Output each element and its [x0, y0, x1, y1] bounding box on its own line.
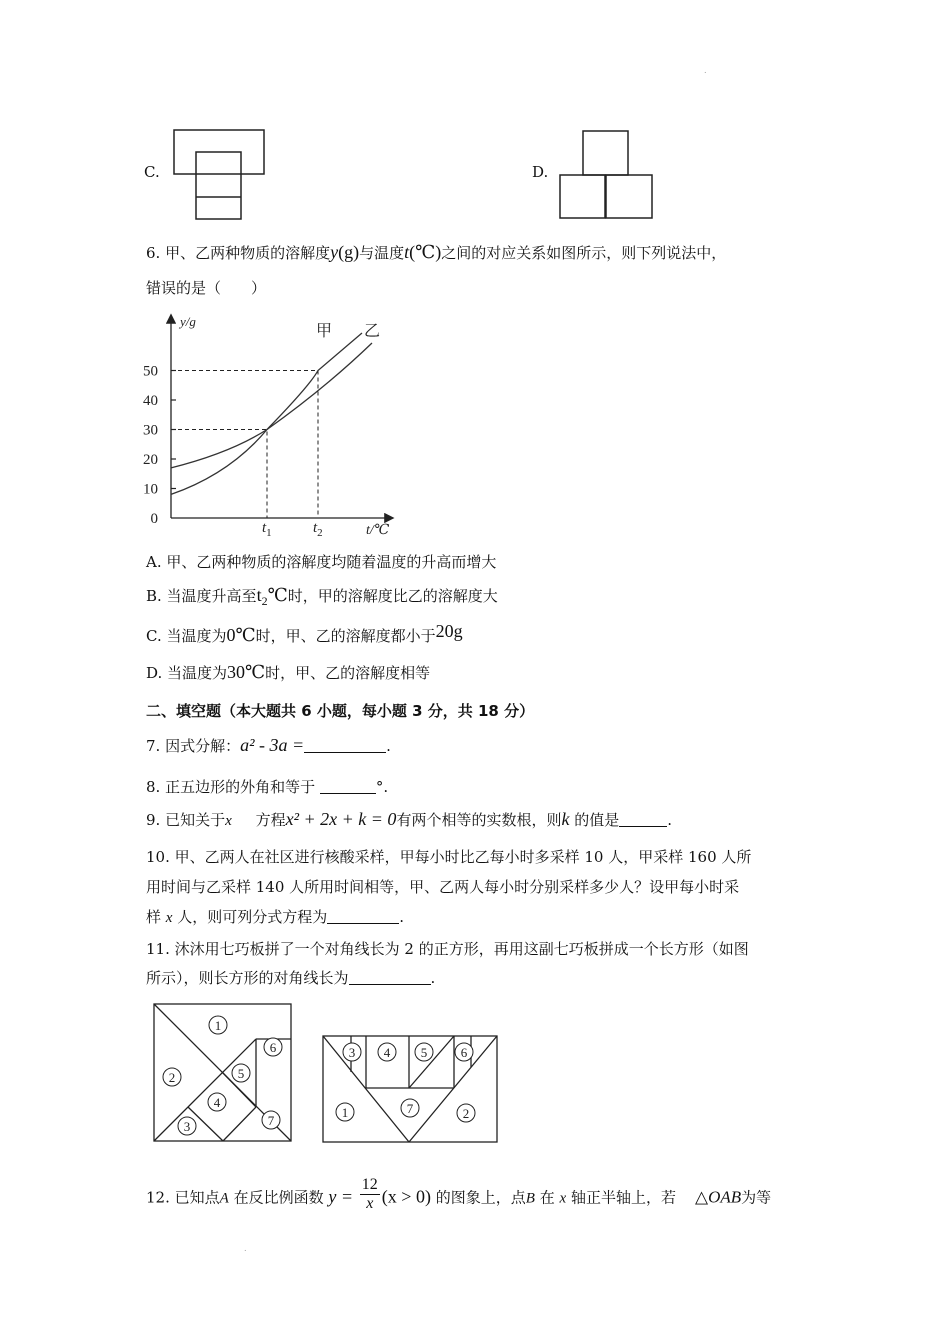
x-tick-label: $t_1$ [262, 520, 272, 539]
piece-number: 1 [341, 1105, 349, 1120]
y-tick-label: 30 [143, 422, 158, 439]
q6-option-d: D. 当温度为30℃时，甲、乙的溶解度相等 [146, 662, 431, 682]
piece-number: 7 [267, 1113, 275, 1128]
section-2-title: 二、填空题（本大题共 6 小题，每小题 3 分，共 18 分） [146, 702, 535, 720]
series-yi-line [171, 343, 372, 468]
tangram-square [152, 1002, 294, 1144]
option-c-label: C. [144, 163, 160, 181]
q12-fraction: $\frac{12}{x}$ [361, 1176, 378, 1212]
page-mark-bottom: . [244, 1244, 247, 1253]
y-tick-label: 20 [143, 452, 158, 468]
q6-option-b: B. 当温度升高至$t_2℃$时，甲的溶解度比乙的溶解度大 [146, 585, 498, 608]
guide-t2 [171, 371, 318, 519]
q10-answer-blank [327, 909, 399, 924]
piece-number: 4 [383, 1045, 391, 1060]
q6-line2: 错误的是（ ） [146, 279, 267, 297]
option-d-label: D. [532, 163, 549, 181]
q11-line2: 所示），则长方形的对角线长为 . [146, 969, 436, 987]
option-c-figure [172, 129, 266, 221]
solubility-chart [140, 310, 400, 540]
q11-answer-blank [349, 970, 431, 985]
piece-number: 5 [420, 1045, 428, 1060]
y-tick-label: 10 [143, 481, 158, 498]
q7: 7. 因式分解：a² - 3a = . [146, 735, 391, 755]
piece-number: 7 [406, 1101, 414, 1116]
y-tick-label: 40 [143, 393, 158, 409]
q10-line3: 样 x 人，则可列分式方程为 . [146, 908, 405, 926]
guide-t1 [171, 430, 267, 519]
piece-number: 2 [168, 1070, 176, 1085]
q6-option-c: C. 当温度为0℃时，甲、乙的溶解度都小于20g [146, 621, 463, 645]
q12: 12. 已知点A 在反比例函数 y = $\frac{12}{x}$ (x > 0) 的图象上，点B 在 x 轴正半轴上，若 △OAB为等 [146, 1176, 772, 1212]
option-d-figure [557, 129, 655, 221]
y-axis-label: y/g [180, 314, 196, 329]
piece-number: 3 [183, 1119, 191, 1134]
q9-answer-blank [619, 812, 667, 827]
legend-yi: 乙 [364, 323, 381, 340]
tangram-rectangle [321, 1034, 499, 1144]
q6-line1: 6. 甲、乙两种物质的溶解度y(g)与温度t(℃)之间的对应关系如图所示，则下列说法中， [146, 242, 727, 262]
piece-number: 6 [269, 1040, 277, 1055]
piece-number: 2 [462, 1106, 470, 1121]
q11-line1: 11. 沐沐用七巧板拼了一个对角线长为 2 的正方形，再用这副七巧板拼成一个长方形（如图 [146, 940, 749, 958]
q10-line2: 用时间与乙采样 140 人所用时间相等，甲、乙两人每小时分别采样多少人？设甲每小时采 [146, 878, 740, 896]
piece-number: 6 [460, 1045, 468, 1060]
legend-jia: 甲 [316, 323, 333, 340]
y-tick-label: 50 [143, 363, 158, 380]
q8-answer-blank [320, 779, 376, 794]
x-axis-label: t/℃ [366, 523, 390, 538]
piece-number: 5 [237, 1066, 245, 1081]
y-tick-label: 0 [150, 511, 158, 527]
q10-line1: 10. 甲、乙两人在社区进行核酸采样，甲每小时比乙每小时多采样 10 人，甲采样 160 人所 [146, 848, 752, 866]
piece-number: 1 [214, 1018, 222, 1033]
q6-option-a: A. 甲、乙两种物质的溶解度均随着温度的升高而增大 [146, 553, 497, 571]
q7-answer-blank [304, 738, 386, 753]
x-tick-label: $t_2$ [313, 520, 323, 539]
page-mark-top: . [704, 66, 707, 75]
q8: 8. 正五边形的外角和等于 °. [146, 778, 389, 796]
piece-number: 3 [348, 1045, 356, 1060]
q9: 9. 已知关于x 方程x² + 2x + k = 0有两个相等的实数根，则k 的值是 . [146, 809, 673, 829]
piece-number: 4 [213, 1095, 221, 1110]
